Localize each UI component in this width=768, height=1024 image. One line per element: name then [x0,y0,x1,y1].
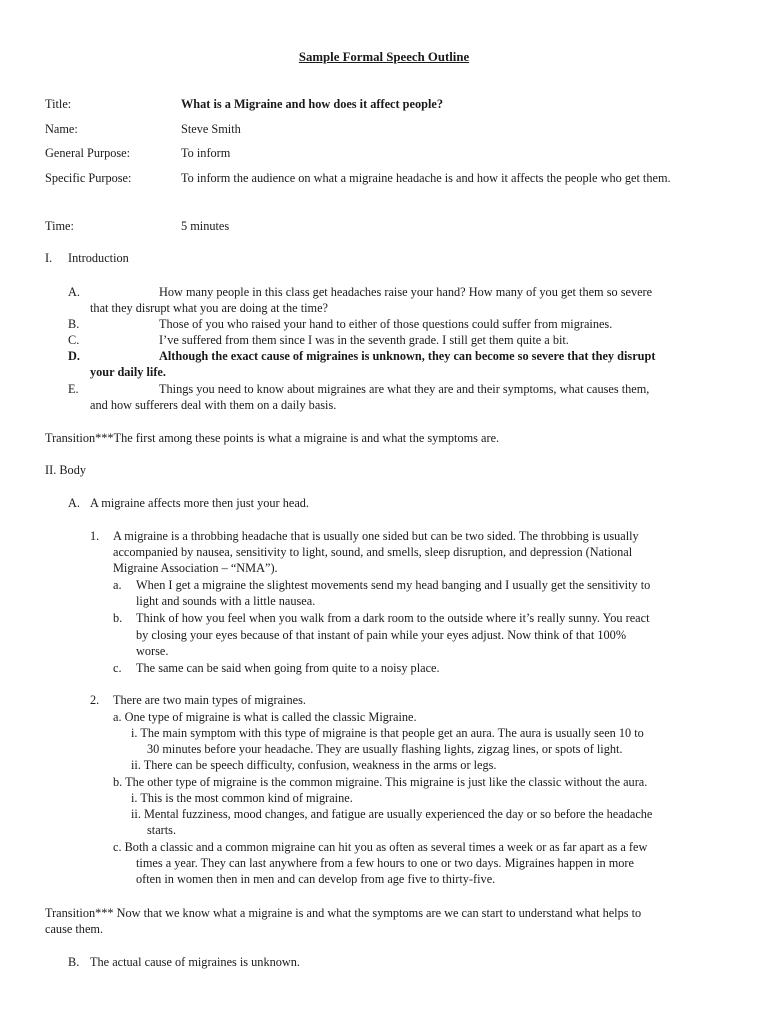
intro-item-letter: D. [68,349,80,363]
subpoint-number: 2. [90,693,100,707]
title-label: Title: [45,97,72,111]
time-label: Time: [45,219,74,233]
detail-line: Think of how you feel when you walk from a dark room to the outside where it’s really sunny. You react [136,611,650,625]
body-point-b: The actual cause of migraines is unknown. [90,955,301,969]
intro-item-text: How many people in this class get headaches raise your hand? How many of you get them so severe [159,285,653,299]
intro-item-letter: A. [68,285,80,299]
subpoint-1-line: Migraine Association – “NMA”). [113,561,278,575]
speaker-name: Steve Smith [181,122,241,136]
time-value: 5 minutes [181,219,230,233]
subpoint-1-line: accompanied by nausea, sensitivity to light, sound, and smells, sleep disruption, and depression (National [113,545,633,559]
transition-1: Transition***The first among these points is what a migraine is and what the symptoms are. [45,431,500,445]
migraine-point-c-cont: often in women then in men and can develop from age five to thirty-five. [136,872,496,886]
intro-item-letter: E. [68,382,79,396]
migraine-type-a-ii: ii. There can be speech difficulty, confusion, weakness in the arms or legs. [131,758,497,772]
body-point-a: A migraine affects more then just your head. [90,496,310,510]
section-heading-introduction: Introduction [68,251,129,265]
detail-line: light and sounds with a little nausea. [136,594,316,608]
name-label: Name: [45,122,78,136]
migraine-type-b: b. The other type of migraine is the common migraine. This migraine is just like the classic without the aura. [113,775,648,789]
migraine-type-a: a. One type of migraine is what is called the classic Migraine. [113,710,417,724]
intro-item-text: Those of you who raised your hand to either of those questions could suffer from migraines. [159,317,613,331]
detail-letter: c. [113,661,122,675]
migraine-type-a-i: i. The main symptom with this type of migraine is that people get an aura. The aura is usually seen 10 to [131,726,644,740]
migraine-type-a-i-cont: 30 minutes before your headache. They are usually flashing lights, zigzag lines, or spots of light. [147,742,623,756]
subpoint-2-text: There are two main types of migraines. [113,693,306,707]
detail-line: The same can be said when going from quite to a noisy place. [136,661,440,675]
general-purpose-value: To inform [181,146,231,160]
specific-purpose-value: To inform the audience on what a migraine headache is and how it affects the people who get them. [181,171,671,185]
section-heading-body: II. Body [45,463,86,477]
transition-2-cont: cause them. [45,922,104,936]
migraine-point-c: c. Both a classic and a common migraine can hit you as often as several times a week or as far apart as a few [113,840,648,854]
migraine-type-b-ii: ii. Mental fuzziness, mood changes, and fatigue are usually experienced the day or so before the headache [131,807,653,821]
detail-line: by closing your eyes because of that instant of pain while your eyes adjust. Now think of that 100% [136,628,627,642]
intro-item-text-cont: that they disrupt what you are doing at the time? [90,301,329,315]
detail-letter: b. [113,611,123,625]
general-purpose-label: General Purpose: [45,146,131,160]
document-title: Sample Formal Speech Outline [298,50,470,64]
intro-item-text: Although the exact cause of migraines is unknown, they can become so severe that they disrupt [159,349,656,363]
migraine-type-b-ii-cont: starts. [147,823,177,837]
intro-item-letter: C. [68,333,80,347]
migraine-type-b-i: i. This is the most common kind of migraine. [131,791,353,805]
speech-title: What is a Migraine and how does it affect people? [181,97,443,111]
detail-letter: a. [113,578,122,592]
detail-line: worse. [136,644,169,658]
migraine-point-c-cont: times a year. They can last anywhere from a few hours to one or two days. Migraines happen in more [136,856,634,870]
intro-item-text-cont: and how sufferers deal with them on a daily basis. [90,398,337,412]
intro-item-letter: B. [68,317,80,331]
specific-purpose-label: Specific Purpose: [45,171,132,185]
intro-item-text: I’ve suffered from them since I was in the seventh grade. I still get them quite a bit. [159,333,569,347]
intro-item-text-cont: your daily life. [90,365,166,379]
body-point-letter: B. [68,955,80,969]
subpoint-number: 1. [90,529,100,543]
transition-2: Transition*** Now that we know what a migraine is and what the symptoms are we can start to understand what helps to [45,906,642,920]
detail-line: When I get a migraine the slightest movements send my head banging and I usually get the sensitivity to [136,578,651,592]
body-point-letter: A. [68,496,80,510]
subpoint-1-line: A migraine is a throbbing headache that is usually one sided but can be two sided. The throbbing is usually [113,529,639,543]
intro-item-text: Things you need to know about migraines are what they are and their symptoms, what causes them, [159,382,650,396]
section-number-i: I. [45,251,53,265]
